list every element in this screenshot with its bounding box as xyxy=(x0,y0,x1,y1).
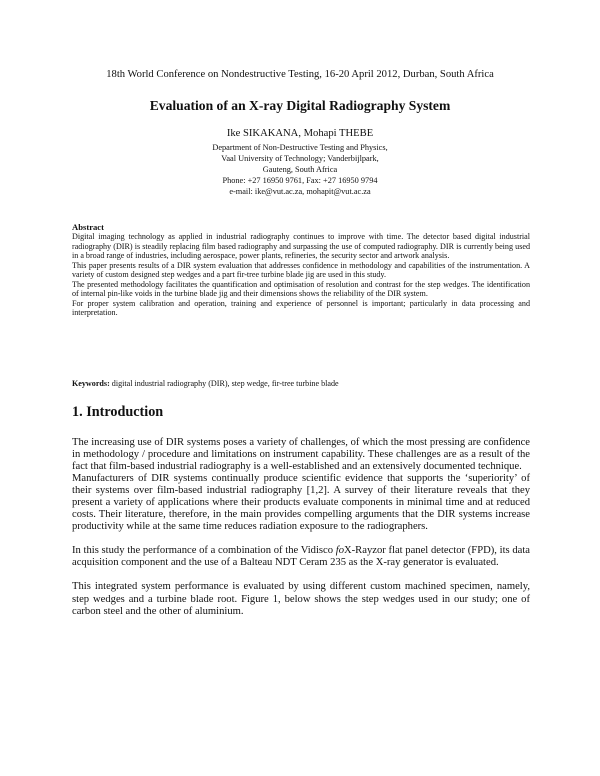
affiliation-block xyxy=(0,143,600,198)
body-paragraph: Manufacturers of DIR systems continually produce scientific evidence that supports the ‘superiority’ of their systems over film-based industrial radiography [1,2]. A survey of their literature reveals that they present a variety of applications where their products evaluate components in minimal time and at reduced costs. Their literature, therefore, in the main provides compelling arguments that the DIR systems increase productivity while at the same time reduces radiation exposure to the radiographers. xyxy=(72,473,530,533)
body-paragraph: The increasing use of DIR systems poses a variety of challenges, of which the most pressing are confidence in methodology / procedure and limitations on instrument capability. These challenges are as a result of the fact that film-based industrial radiography is a well-established and an extensively documented technique. xyxy=(72,437,530,473)
paragraph-text: In this study the performance of a combination of the Vidisco xyxy=(72,545,336,557)
italic-text: fo xyxy=(335,545,344,557)
keywords-label: Keywords: xyxy=(72,379,110,388)
affiliation-university: Vaal University of Technology; Vanderbijlpark, xyxy=(221,153,379,163)
body-paragraph xyxy=(72,545,530,569)
keywords-text: digital industrial radiography (DIR), step wedge, fir-tree turbine blade xyxy=(109,379,339,388)
affiliation-email: e-mail: ike@vut.ac.za, mohapit@vut.ac.za xyxy=(229,186,371,196)
body-paragraph: This integrated system performance is evaluated by using different custom machined specimen, namely, step wedges and a turbine blade root. Figure 1, below shows the step wedges used in our study; one of carbon steel and the other of aluminium. xyxy=(72,581,530,617)
abstract-paragraph: For proper system calibration and operation, training and experience of personnel is important; particularly in data processing and interpretation. xyxy=(72,298,530,317)
abstract-paragraph: This paper presents results of a DIR system evaluation that addresses confidence in methodology and capabilities of the instrumentation. A variety of custom designed step wedges and a part fir-tree turbine blade jig are used in this study. xyxy=(72,260,530,279)
paper-authors: Ike SIKAKANA, Mohapi THEBE xyxy=(226,128,374,139)
introduction-body xyxy=(72,437,530,618)
section-heading-introduction: 1. Introduction xyxy=(72,404,164,420)
abstract-paragraph: Digital imaging technology as applied in industrial radiography continues to improve with time. The detector based digital industrial radiography (DIR) is steadily replacing film based radiography and surpassing the use of computed radiography. DIR is currently being used in a broad range of industries, including aerospace, power plants, refineries, the security sector and artwork analysis. xyxy=(72,232,530,260)
paper-title: Evaluation of an X-ray Digital Radiography System xyxy=(149,98,451,113)
affiliation-location: Gauteng, South Africa xyxy=(262,164,338,174)
affiliation-phone: Phone: +27 16950 9761, Fax: +27 16950 9794 xyxy=(222,175,378,185)
abstract-heading: Abstract xyxy=(72,222,104,232)
conference-header: 18th World Conference on Nondestructive Testing, 16-20 April 2012, Durban, South Africa xyxy=(106,69,494,80)
paragraph-text: X-Rayzor flat panel detector (FPD), its data acquisition component and the use of a Balteau NDT Ceram 235 as the X-ray generator is evaluated. xyxy=(72,545,530,569)
keywords-line xyxy=(72,379,530,388)
affiliation-department: Department of Non-Destructive Testing and Physics, xyxy=(212,143,388,152)
abstract-body xyxy=(72,232,530,318)
abstract-paragraph: The presented methodology facilitates the quantification and optimisation of resolution and contrast for the step wedges. The identification of internal pin-like voids in the turbine blade jig and their dimensions shows the reliability of the DIR system. xyxy=(72,279,530,298)
